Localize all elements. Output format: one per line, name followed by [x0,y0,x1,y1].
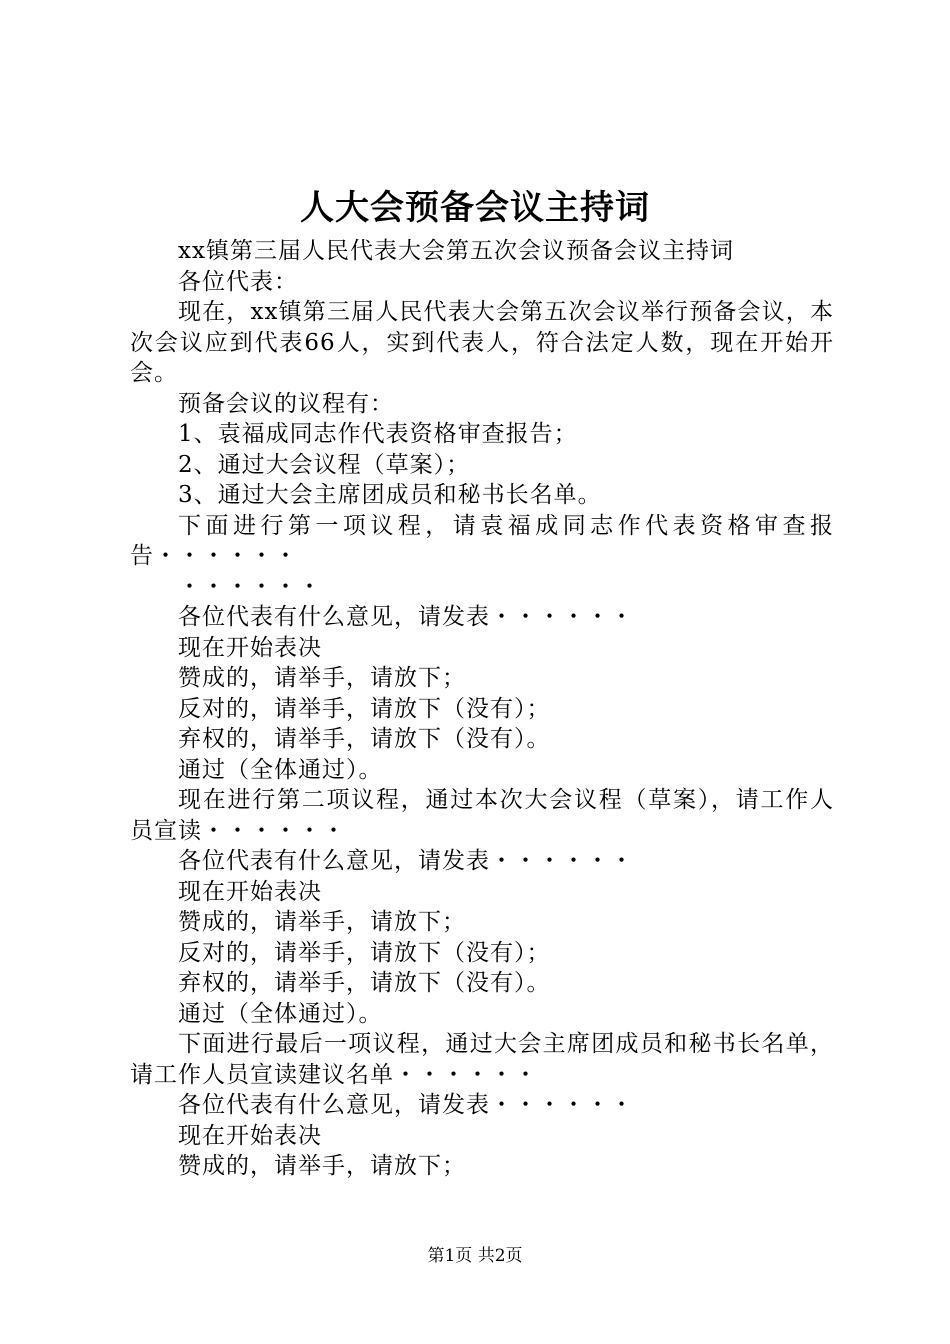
paragraph: 下面进行第一项议程，请袁福成同志作代表资格审查报告・・・・・・ [130,512,834,569]
paragraph: 弃权的，请举手，请放下（没有）。 [178,726,551,752]
paragraph: 各位代表： [178,268,298,295]
paragraph: 通过（全体通过）。 [178,756,383,783]
paragraph: 各位代表有什么意见，请发表・・・・・・ [178,1092,634,1118]
paragraph: 反对的，请举手，请放下（没有）； [178,695,551,722]
paragraph: 现在开始表决 [178,878,322,905]
paragraph: 2、通过大会议程（草案）； [178,451,471,478]
paragraph: xx镇第三届人民代表大会第五次会议预备会议主持词 [178,238,734,264]
document-title: 人大会预备会议主持词 [300,188,650,228]
paragraph: 1、袁福成同志作代表资格审查报告； [178,421,578,447]
paragraph: 3、通过大会主席团成员和秘书长名单。 [178,482,602,508]
document-body [130,236,834,1182]
paragraph: 赞成的，请举手，请放下； [178,909,466,935]
paragraph: 现在进行第二项议程，通过本次大会议程（草案），请工作人员宣读・・・・・・ [130,787,834,844]
paragraph: 下面进行最后一项议程，通过大会主席团成员和秘书长名单，请工作人员宣读建议名单・・・・・・ [130,1031,834,1088]
paragraph: 各位代表有什么意见，请发表・・・・・・ [178,604,634,630]
paragraph: 现在开始表决 [178,634,322,661]
page-footer: 第1页 共2页 [427,1246,523,1266]
paragraph: 现在，xx镇第三届人民代表大会第五次会议举行预备会议，本次会议应到代表66人，实到代表人，符合法定人数，现在开始开会。 [130,299,834,386]
paragraph: 现在开始表决 [178,1122,322,1149]
paragraph: 赞成的，请举手，请放下； [178,1153,466,1179]
paragraph: 通过（全体通过）。 [178,1000,383,1027]
paragraph: 弃权的，请举手，请放下（没有）。 [178,970,551,996]
paragraph: 预备会议的议程有： [178,390,394,417]
paragraph: 赞成的，请举手，请放下； [178,665,466,691]
paragraph: ・・・・・・ [178,573,322,600]
paragraph: 各位代表有什么意见，请发表・・・・・・ [178,848,634,874]
paragraph: 反对的，请举手，请放下（没有）； [178,939,551,966]
